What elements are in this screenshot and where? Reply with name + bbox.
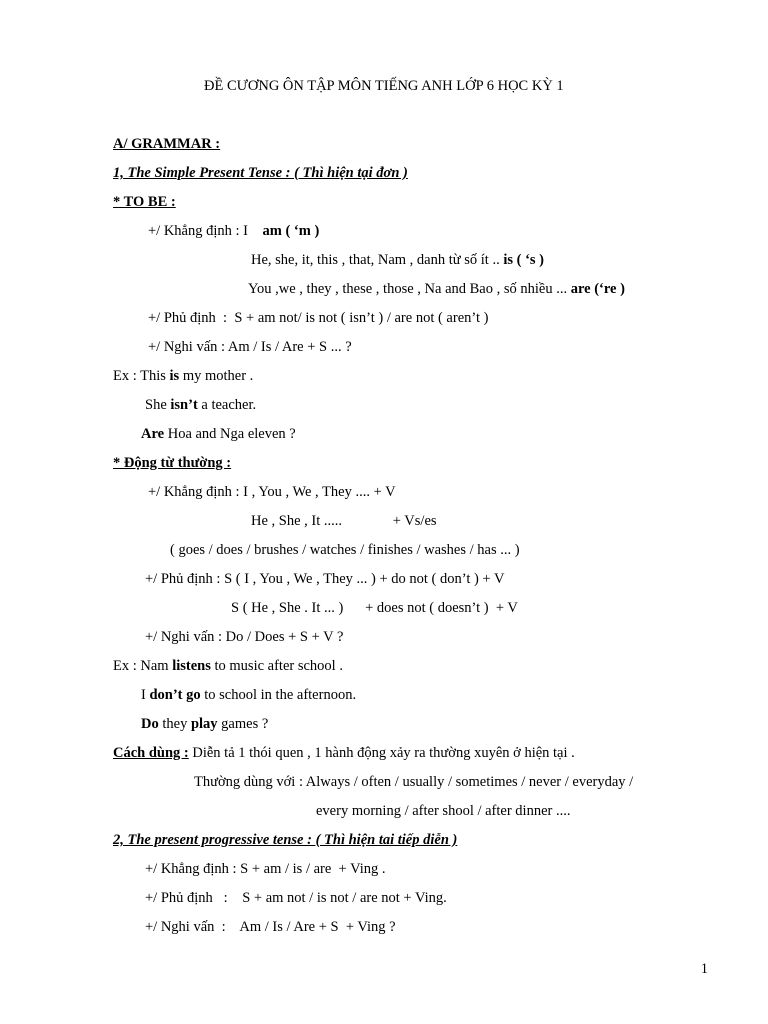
- verb-affirmative-2: He , She , It ..... + Vs/es: [251, 513, 437, 529]
- tobe-affirmative-he: He, she, it, this , that, Nam , danh từ số ít .. is ( ‘s ): [251, 252, 545, 268]
- verb-negative-2: S ( He , She . It ... ) + does not ( doesn’t ) + V: [231, 600, 518, 616]
- progressive-question: +/ Nghi vấn : Am / Is / Are + S + Ving ?: [145, 919, 396, 935]
- verb-affirmative-3: ( goes / does / brushes / watches / finishes / washes / has ... ): [170, 542, 520, 558]
- heading-ordinary-verbs: * Động từ thường :: [113, 455, 232, 471]
- tobe-example-3: Are Hoa and Nga eleven ?: [141, 426, 296, 442]
- tobe-negative: +/ Phủ định : S + am not/ is not ( isn’t ) / are not ( aren’t ): [148, 310, 489, 326]
- heading-present-progressive: 2, The present progressive tense : ( Thì hiện tai tiếp diễn ): [113, 832, 458, 848]
- usage-adverbs-1: Thường dùng với : Always / often / usually / sometimes / never / everyday /: [194, 774, 634, 790]
- verb-affirmative-1: +/ Khẳng định : I , You , We , They .... + V: [148, 484, 396, 500]
- heading-simple-present: 1, The Simple Present Tense : ( Thì hiện tại đơn ): [113, 165, 408, 181]
- verb-question: +/ Nghi vấn : Do / Does + S + V ?: [145, 629, 344, 645]
- tobe-affirmative-you: You ,we , they , these , those , Na and Bao , số nhiều ... are (‘re ): [248, 281, 625, 297]
- usage-description: Cách dùng : Diễn tả 1 thói quen , 1 hành động xảy ra thường xuyên ở hiện tại .: [113, 745, 575, 761]
- progressive-negative: +/ Phủ định : S + am not / is not / are not + Ving.: [145, 890, 447, 906]
- tobe-example-1: Ex : This is my mother .: [113, 368, 254, 384]
- heading-to-be: * TO BE :: [113, 194, 176, 210]
- section-heading-grammar: A/ GRAMMAR :: [113, 136, 221, 152]
- verb-example-3: Do they play games ?: [141, 716, 269, 732]
- tobe-affirmative-i: +/ Khẳng định : I am ( ‘m ): [148, 223, 320, 239]
- tobe-example-2: She isn’t a teacher.: [145, 397, 257, 413]
- verb-negative-1: +/ Phủ định : S ( I , You , We , They ... ) + do not ( don’t ) + V: [145, 571, 505, 587]
- page-title: ĐỀ CƯƠNG ÔN TẬP MÔN TIẾNG ANH LỚP 6 HỌC KỲ 1: [204, 78, 564, 94]
- usage-adverbs-2: every morning / after shool / after dinner ....: [316, 803, 571, 819]
- progressive-affirmative: +/ Khẳng định : S + am / is / are + Ving .: [145, 861, 386, 877]
- verb-example-2: I don’t go to school in the afternoon.: [141, 687, 357, 703]
- tobe-question: +/ Nghi vấn : Am / Is / Are + S ... ?: [148, 339, 352, 355]
- verb-example-1: Ex : Nam listens to music after school .: [113, 658, 343, 674]
- page-number: 1: [700, 961, 708, 977]
